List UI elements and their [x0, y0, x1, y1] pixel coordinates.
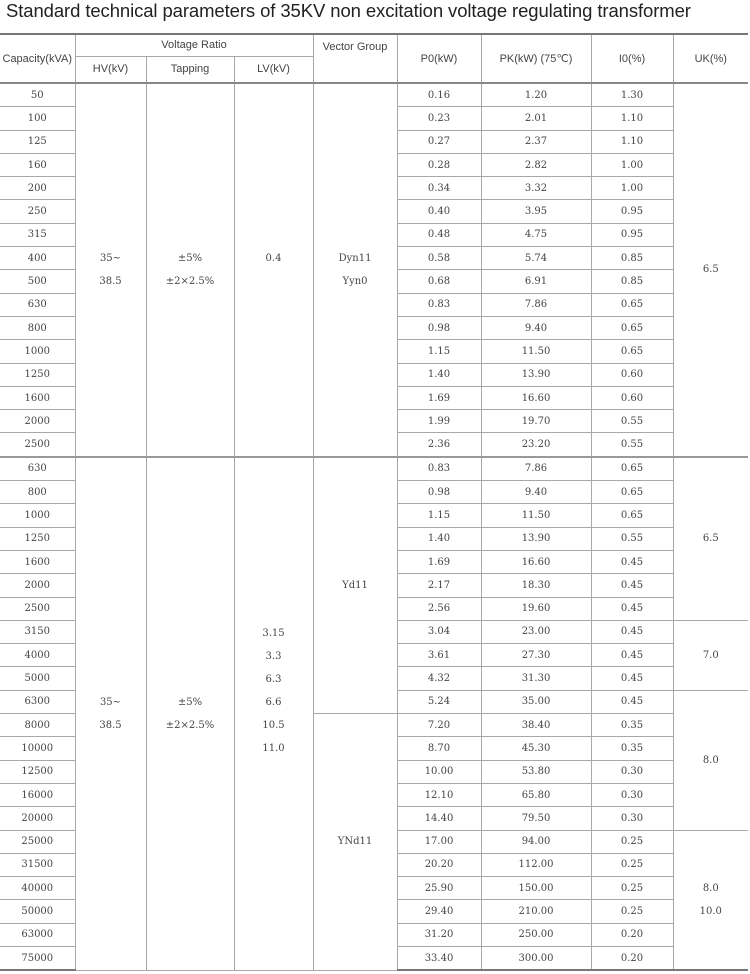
cell-i0: 0.35 [591, 714, 673, 737]
cell-line: 11.0 [262, 742, 285, 754]
cell-pk: 11.50 [481, 340, 591, 363]
cell-pk: 9.40 [481, 481, 591, 504]
cell-pk: 45.30 [481, 737, 591, 760]
cell-i0: 0.45 [591, 620, 673, 643]
cell-capacity: 630 [0, 457, 75, 481]
header-lv: LV(kV) [234, 56, 313, 83]
cell-i0: 0.45 [591, 667, 673, 690]
cell-pk: 94.00 [481, 830, 591, 853]
cell-pk: 23.20 [481, 433, 591, 457]
cell-lv [234, 457, 313, 971]
header-tapping: Tapping [146, 56, 234, 83]
cell-pk: 2.37 [481, 130, 591, 153]
cell-pk: 2.01 [481, 107, 591, 130]
cell-capacity: 75000 [0, 946, 75, 970]
cell-line: 10.0 [699, 905, 722, 917]
cell-capacity: 16000 [0, 783, 75, 806]
cell-i0: 0.65 [591, 316, 673, 339]
cell-capacity: 1000 [0, 340, 75, 363]
cell-i0: 0.30 [591, 760, 673, 783]
cell-i0: 0.30 [591, 807, 673, 830]
cell-hv [75, 457, 146, 971]
cell-line: 8.0 [702, 882, 719, 894]
cell-i0: 0.65 [591, 293, 673, 316]
cell-line: ±2×2.5% [165, 275, 215, 287]
cell-p0: 0.68 [397, 270, 481, 293]
cell-p0: 0.34 [397, 177, 481, 200]
cell-pk: 79.50 [481, 807, 591, 830]
cell-capacity: 50000 [0, 900, 75, 923]
cell-p0: 20.20 [397, 853, 481, 876]
cell-p0: 8.70 [397, 737, 481, 760]
cell-i0: 0.30 [591, 783, 673, 806]
cell-p0: 1.40 [397, 363, 481, 386]
cell-line: 38.5 [99, 275, 122, 287]
cell-i0: 0.25 [591, 877, 673, 900]
cell-line: 3.15 [262, 627, 285, 639]
cell-line: 3.3 [265, 650, 282, 662]
cell-line: ±5% [177, 696, 203, 708]
cell-capacity: 4000 [0, 644, 75, 667]
cell-i0: 0.25 [591, 900, 673, 923]
header-hv: HV(kV) [75, 56, 146, 83]
header-vector-group: Vector Group [313, 34, 397, 83]
cell-line: 6.3 [265, 673, 282, 685]
cell-pk: 150.00 [481, 877, 591, 900]
cell-p0: 0.48 [397, 223, 481, 246]
cell-i0: 1.00 [591, 153, 673, 176]
cell-pk: 16.60 [481, 386, 591, 409]
cell-capacity: 800 [0, 316, 75, 339]
cell-i0: 0.20 [591, 923, 673, 946]
cell-i0: 0.45 [591, 597, 673, 620]
cell-i0: 0.25 [591, 830, 673, 853]
cell-capacity: 250 [0, 200, 75, 223]
cell-pk: 19.60 [481, 597, 591, 620]
cell-p0: 2.36 [397, 433, 481, 457]
cell-pk: 250.00 [481, 923, 591, 946]
table-body [0, 83, 748, 970]
cell-pk: 19.70 [481, 410, 591, 433]
cell-capacity: 8000 [0, 714, 75, 737]
cell-p0: 5.24 [397, 690, 481, 713]
cell-i0: 1.30 [591, 83, 673, 107]
cell-i0: 0.55 [591, 527, 673, 550]
header-capacity: Capacity(kVA) [0, 34, 75, 83]
cell-capacity: 125 [0, 130, 75, 153]
cell-capacity: 5000 [0, 667, 75, 690]
cell-i0: 0.45 [591, 644, 673, 667]
cell-line: Dyn11 [338, 252, 372, 264]
cell-line: 38.5 [99, 719, 122, 731]
cell-p0: 1.15 [397, 504, 481, 527]
table-row [0, 457, 748, 481]
cell-line: 6.6 [265, 696, 282, 708]
cell-capacity: 25000 [0, 830, 75, 853]
header-i0: I0(%) [591, 34, 673, 83]
cell-capacity: 1250 [0, 527, 75, 550]
cell-pk: 3.95 [481, 200, 591, 223]
cell-i0: 0.35 [591, 737, 673, 760]
cell-capacity: 1000 [0, 504, 75, 527]
cell-lv [234, 83, 313, 457]
cell-i0: 0.60 [591, 386, 673, 409]
cell-capacity: 2500 [0, 433, 75, 457]
cell-capacity: 500 [0, 270, 75, 293]
cell-tapping [146, 457, 234, 971]
cell-capacity: 630 [0, 293, 75, 316]
cell-p0: 14.40 [397, 807, 481, 830]
header-uk: UK(%) [673, 34, 748, 83]
cell-p0: 2.17 [397, 574, 481, 597]
cell-i0: 0.95 [591, 223, 673, 246]
header-p0: P0(kW) [397, 34, 481, 83]
cell-uk: 7.0 [673, 620, 748, 690]
cell-capacity: 800 [0, 481, 75, 504]
transformer-parameters-table [0, 33, 748, 971]
cell-pk: 300.00 [481, 946, 591, 970]
page-title: Standard technical parameters of 35KV non excitation voltage regulating transformer [6, 0, 691, 21]
cell-pk: 27.30 [481, 644, 591, 667]
cell-p0: 0.16 [397, 83, 481, 107]
cell-i0: 0.85 [591, 270, 673, 293]
cell-pk: 3.32 [481, 177, 591, 200]
cell-pk: 38.40 [481, 714, 591, 737]
cell-p0: 4.32 [397, 667, 481, 690]
header-voltage-ratio: Voltage Ratio [75, 34, 313, 56]
cell-uk [673, 830, 748, 970]
cell-capacity: 315 [0, 223, 75, 246]
cell-uk: 8.0 [673, 690, 748, 830]
cell-pk: 7.86 [481, 293, 591, 316]
cell-p0: 17.00 [397, 830, 481, 853]
cell-p0: 0.98 [397, 316, 481, 339]
cell-capacity: 6300 [0, 690, 75, 713]
cell-p0: 0.98 [397, 481, 481, 504]
cell-pk: 7.86 [481, 457, 591, 481]
cell-p0: 1.69 [397, 386, 481, 409]
cell-capacity: 1600 [0, 550, 75, 573]
cell-p0: 12.10 [397, 783, 481, 806]
cell-i0: 1.00 [591, 177, 673, 200]
cell-i0: 0.45 [591, 550, 673, 573]
cell-pk: 9.40 [481, 316, 591, 339]
cell-capacity: 31500 [0, 853, 75, 876]
cell-i0: 0.45 [591, 690, 673, 713]
cell-i0: 1.10 [591, 130, 673, 153]
cell-capacity: 2000 [0, 574, 75, 597]
cell-i0: 0.65 [591, 340, 673, 363]
cell-pk: 2.82 [481, 153, 591, 176]
cell-capacity: 1600 [0, 386, 75, 409]
cell-pk: 31.30 [481, 667, 591, 690]
cell-i0: 0.65 [591, 504, 673, 527]
cell-p0: 0.27 [397, 130, 481, 153]
cell-p0: 31.20 [397, 923, 481, 946]
cell-p0: 0.28 [397, 153, 481, 176]
cell-pk: 112.00 [481, 853, 591, 876]
cell-i0: 1.10 [591, 107, 673, 130]
cell-capacity: 12500 [0, 760, 75, 783]
cell-pk: 1.20 [481, 83, 591, 107]
cell-p0: 1.15 [397, 340, 481, 363]
cell-line: 0.4 [265, 253, 282, 265]
cell-i0: 0.55 [591, 410, 673, 433]
cell-capacity: 10000 [0, 737, 75, 760]
cell-i0: 0.25 [591, 853, 673, 876]
cell-line: Yyn0 [342, 275, 368, 287]
cell-pk: 210.00 [481, 900, 591, 923]
cell-tapping [146, 83, 234, 457]
cell-line: 35~ [99, 252, 122, 264]
cell-capacity: 2000 [0, 410, 75, 433]
cell-p0: 1.69 [397, 550, 481, 573]
cell-p0: 7.20 [397, 714, 481, 737]
cell-pk: 18.30 [481, 574, 591, 597]
cell-vector-group-ynd11: YNd11 [313, 714, 397, 971]
cell-hv [75, 83, 146, 457]
cell-capacity: 100 [0, 107, 75, 130]
cell-i0: 0.65 [591, 457, 673, 481]
cell-p0: 0.23 [397, 107, 481, 130]
table-row [0, 83, 748, 107]
cell-p0: 0.40 [397, 200, 481, 223]
cell-capacity: 2500 [0, 597, 75, 620]
cell-pk: 11.50 [481, 504, 591, 527]
cell-capacity: 1250 [0, 363, 75, 386]
cell-line: 10.5 [262, 719, 285, 731]
cell-pk: 13.90 [481, 527, 591, 550]
cell-pk: 6.91 [481, 270, 591, 293]
cell-capacity: 50 [0, 83, 75, 107]
cell-capacity: 20000 [0, 807, 75, 830]
cell-p0: 0.58 [397, 247, 481, 270]
cell-capacity: 40000 [0, 877, 75, 900]
header-pk: PK(kW) (75℃) [481, 34, 591, 83]
cell-i0: 0.65 [591, 481, 673, 504]
cell-pk: 13.90 [481, 363, 591, 386]
cell-p0: 29.40 [397, 900, 481, 923]
cell-capacity: 200 [0, 177, 75, 200]
cell-pk: 35.00 [481, 690, 591, 713]
cell-p0: 3.04 [397, 620, 481, 643]
cell-p0: 3.61 [397, 644, 481, 667]
cell-capacity: 400 [0, 247, 75, 270]
cell-i0: 0.55 [591, 433, 673, 457]
cell-capacity: 160 [0, 153, 75, 176]
cell-line: ±2×2.5% [165, 719, 215, 731]
cell-vector-group-yd11: Yd11 [313, 457, 397, 714]
cell-capacity: 3150 [0, 620, 75, 643]
cell-capacity: 63000 [0, 923, 75, 946]
cell-pk: 65.80 [481, 783, 591, 806]
cell-i0: 0.85 [591, 247, 673, 270]
cell-i0: 0.60 [591, 363, 673, 386]
cell-i0: 0.45 [591, 574, 673, 597]
cell-i0: 0.20 [591, 946, 673, 970]
cell-line: 35~ [99, 696, 122, 708]
cell-line: ±5% [177, 252, 203, 264]
cell-p0: 1.99 [397, 410, 481, 433]
cell-i0: 0.95 [591, 200, 673, 223]
cell-pk: 23.00 [481, 620, 591, 643]
cell-p0: 33.40 [397, 946, 481, 970]
cell-pk: 53.80 [481, 760, 591, 783]
cell-p0: 0.83 [397, 293, 481, 316]
cell-p0: 10.00 [397, 760, 481, 783]
cell-uk: 6.5 [673, 457, 748, 621]
cell-p0: 2.56 [397, 597, 481, 620]
cell-p0: 25.90 [397, 877, 481, 900]
cell-p0: 1.40 [397, 527, 481, 550]
cell-uk: 6.5 [673, 83, 748, 457]
cell-p0: 0.83 [397, 457, 481, 481]
cell-pk: 16.60 [481, 550, 591, 573]
cell-pk: 4.75 [481, 223, 591, 246]
cell-pk: 5.74 [481, 247, 591, 270]
cell-vector-group [313, 83, 397, 457]
